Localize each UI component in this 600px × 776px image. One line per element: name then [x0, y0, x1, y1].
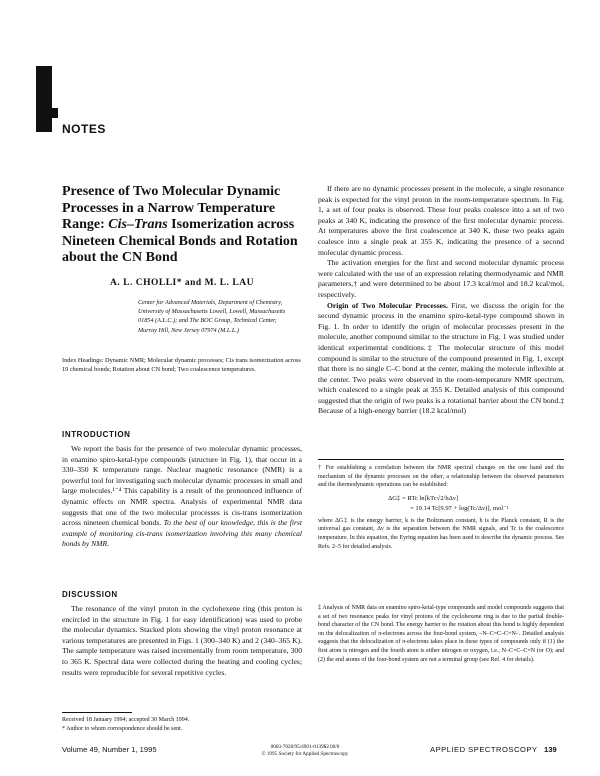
authors: A. L. CHOLLI* and M. L. LAU — [110, 278, 254, 288]
article-title — [62, 184, 302, 267]
title-part-1: Presence of Two Molecular Dynamic Processes in a Narrow Temperature Range: — [62, 184, 281, 232]
footnote-1-where: where ΔG‡ is the energy barrier, k is the Boltzmann constant, h is the Planck constant, R is the universal gas constant, Δν is the separation between the NMR signals, and Tc is the coalescence temperature. In this equation, the Eyring equation has been used to describe the dynamic process. See Refs. 2–5 for detailed analysis. — [318, 517, 564, 550]
right-para-3-text: First, we discuss the origin for the second dynamic process in the enamino spiro-ketal-type compound shown in Fig. 1. In order to identify the origin of molecular processes present in the molecule, another compound similar to the structure in Fig. 1 was studied under identical experimental conditions.‡ The molecular structure of this model compound is similar to the structure of the compound presented in Fig. 1, except that there is no single C–C bond at the center, making the molecule inflexible at the center. Two peaks were observed in the room-temperature NMR spectrum, which coalesced to a single peak at 355 K. Detailed analysis of this compound suggested that the origin of two peaks is a rotational barrier about the CN bond.‡ Because of a high-energy barrier (18.2 kcal/mol) — [318, 300, 564, 416]
footnote-1 — [318, 464, 564, 551]
right-para-2: The activation energies for the first and second molecular dynamic process were calculated with the use of an expression relating thermodynamic and NMR parameters,† and were determined to be about 17.3 kcal/mol and 18.2 kcal/mol, respectively. — [318, 258, 564, 299]
index-headings: Index Headings: Dynamic NMR; Molecular dynamic processes; Cis trans isomerization across 19 chemical bonds; Rotation about CN bond; Two coalescence temperatures. — [62, 357, 301, 373]
footer-issn: 0003-7028/95/4901-0139$2.00/0 — [270, 744, 340, 750]
section-bar-notch — [52, 108, 58, 118]
introduction-italic-text: To the best of our knowledge, this is the first example of monitoring cis-trans isomerization involving this many chemical bonds by NMR. — [62, 518, 302, 549]
author-note: * Author to whom correspondence should be sent. — [62, 726, 183, 732]
footer-center — [250, 744, 360, 758]
right-para-1: If there are no dynamic processes present in the molecule, a single resonance peak is expected for the vinyl proton in the room-temperature spectrum. In Fig. 1, a set of four peaks is observed. These four peaks coalesce into a set of two peaks at 340 K, indicating the presence of the first molecular dynamic process. At temperatures above the first coalescence at 340 K, these two peaks again coalesce into a single peak at 355 K, indicating the presence of a second molecular dynamic process. — [318, 184, 564, 257]
section-label: NOTES — [62, 122, 106, 136]
affiliation: Center for Advanced Materials, Department of Chemistry, University of Massachusetts Lowell, Lowell, Massachusetts 01854 (A.L.C.); and The BOC Group, Technical Center, Murray Hill, New Jersey 07974 (M.L.L.) — [138, 299, 286, 334]
equation-line-2: = 19.14 Tc[9.97 + log(Tc/Δν)], mol⁻¹ — [410, 504, 509, 512]
introduction-heading: INTRODUCTION — [62, 430, 131, 439]
footer-journal: APPLIED SPECTROSCOPY — [430, 745, 538, 754]
footnote-1-text: † For establishing a correlation between the NMR spectral changes on the one hand and the mechanism of the dynamic processes on the other, a relationship between the observed parameters and the thermodynamic operations can be established: — [318, 465, 564, 489]
discussion-body — [62, 604, 302, 678]
footer-copyright: © 1995 Society for Applied Spectroscopy — [261, 751, 349, 757]
equation-line-1: ΔG‡ = RTc ln[kTc√2/hΔν] — [388, 494, 459, 502]
received-note: Received 18 January 1994; accepted 30 March 1994. — [62, 717, 190, 723]
origin-heading: Origin of Two Molecular Processes. — [327, 300, 448, 310]
page-number: 139 — [544, 745, 557, 754]
right-para-3 — [318, 301, 564, 418]
footnote-2: ‡ Analysis of NMR data on enamino spiro-ketal-type compounds and model compounds suggests that a set of two resonance peaks for vinyl protons of the cyclohexene ring is due to the partial double-bond character of the CN bond. The energy barrier to the rotation about this bond is highly dependent on the delocalization of π-electrons across the four-bond system, –N–C=C–C=N–. Detailed analysis suggests that the delocalization of π-electrons takes place in these types of compounds only if (1) the first atom is nitrogen and the fourth atom is either nitrogen or oxygen, i.e., N–C=C–C=N (or O); and (2) the end atoms of the four-bond system are not a terminal group (see Ref. 4 for details). — [318, 605, 564, 663]
footnote-rule-right — [318, 459, 564, 460]
right-column-body — [318, 184, 564, 417]
introduction-body — [62, 444, 302, 550]
footer-volume: Volume 49, Number 1, 1995 — [62, 745, 157, 754]
footnote-rule-left — [62, 712, 132, 713]
introduction-text: We report the basis for the presence of two molecular dynamic processes, in enamino spiro-ketal-type compounds (structure in Fig. 1), that occur in a 330–350 K temperature range. Nuclear magnetic resonance (NMR) is a powerful tool for investigating such molecular dynamic processes in small and large molecules.¹⁻⁴ This capability is a result of the pronounced influence of dynamic effects on NMR spectra. Analysis of experimental NMR data suggests that one of the two molecular processes is cis-trans isomerization across nineteen chemical bonds. — [62, 444, 302, 528]
discussion-heading: DISCUSSION — [62, 590, 118, 599]
section-bar — [36, 66, 52, 132]
discussion-text: The resonance of the vinyl proton in the cyclohexene ring (this proton is encircled in the structure in Fig. 1 for easy identification) was used to probe the molecular dynamics. Stacked plots showing the vinyl proton resonance at various temperatures are presented in Figs. 1 (300–340 K) and 2 (340–365 K). The sample temperature was raised incrementally from room temperature, 300 to 365 K. Spectral data were collected during the heating and cooling cycles; results were reproducible for several repetitive cycles. — [62, 604, 302, 677]
title-italic: Cis–Trans — [108, 217, 168, 232]
title-part-2: Isomerization across Nineteen Chemical Bonds and Rotation about the CN Bond — [62, 217, 298, 265]
